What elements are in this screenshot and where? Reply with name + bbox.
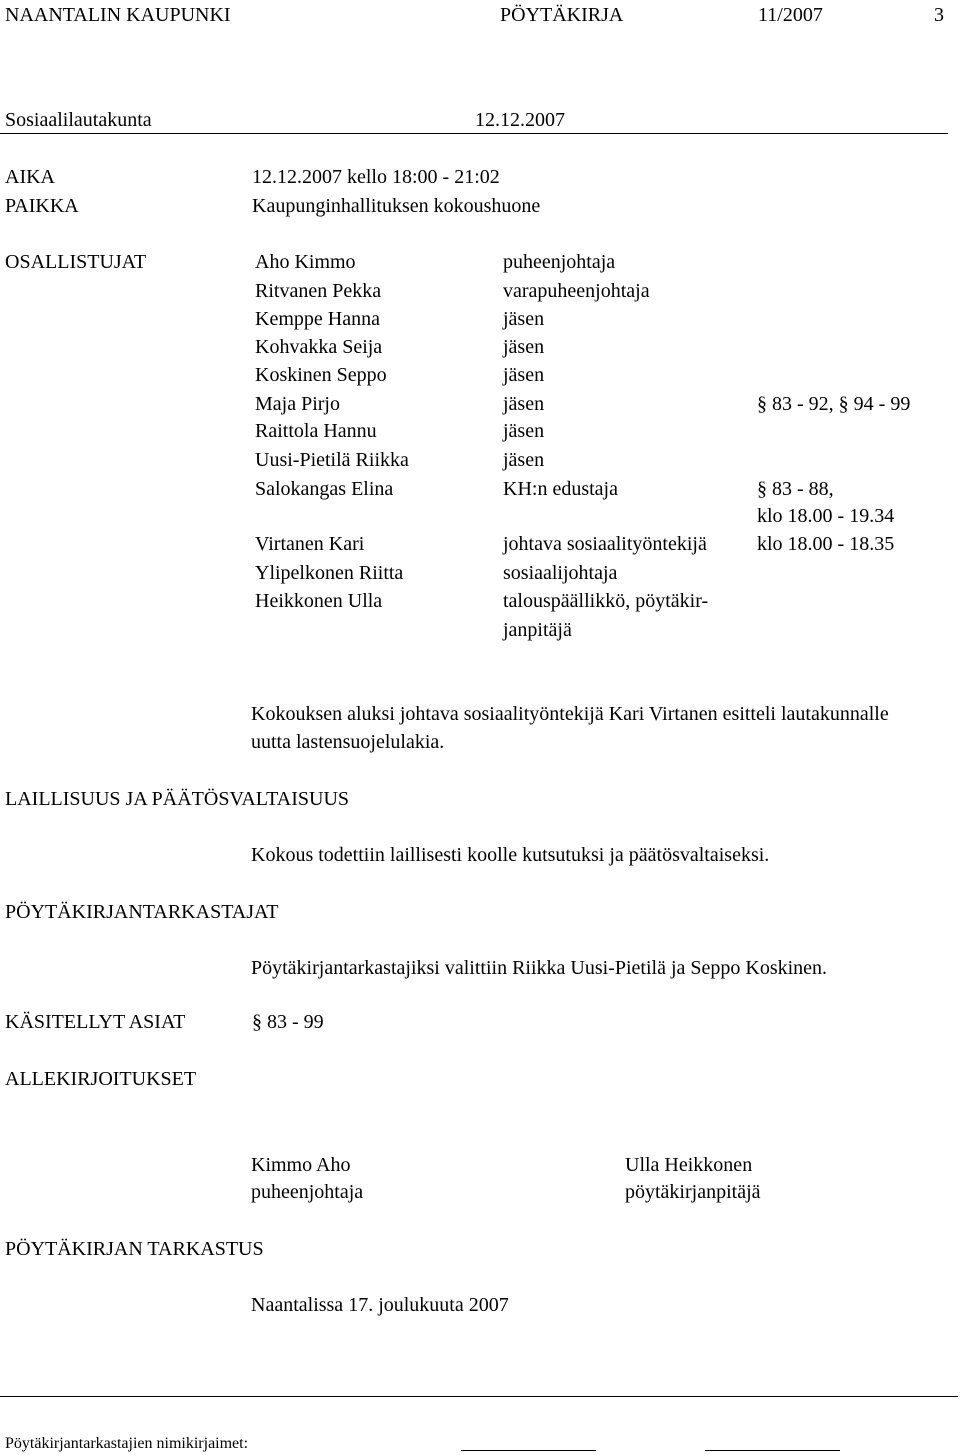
document-type: PÖYTÄKIRJA (500, 4, 624, 26)
participant-name: Heikkonen Ulla (255, 590, 383, 612)
intro-line-2: uutta lastensuojelulakia. (251, 731, 445, 753)
signature-right-name: Ulla Heikkonen (625, 1154, 753, 1176)
participant-role: johtava sosiaalityöntekijä (503, 533, 707, 555)
participants-label: OSALLISTUJAT (5, 251, 147, 273)
signature-left-role: puheenjohtaja (251, 1181, 364, 1203)
signatures-label: ALLEKIRJOITUKSET (5, 1068, 197, 1090)
footer-divider (0, 1396, 958, 1397)
checkers-text: Pöytäkirjantarkastajiksi valittiin Riikka Uusi-Pietilä ja Seppo Koskinen. (251, 957, 828, 979)
participant-role: talouspäällikkö, pöytäkir- (503, 590, 709, 612)
items-value: § 83 - 99 (252, 1011, 324, 1033)
participant-name: Uusi-Pietilä Riikka (255, 449, 409, 471)
time-value: 12.12.2007 kello 18:00 - 21:02 (252, 166, 500, 188)
participant-role: KH:n edustaja (503, 478, 618, 500)
initials-line-2 (705, 1450, 840, 1451)
signature-right-role: pöytäkirjanpitäjä (625, 1181, 761, 1203)
legality-label: LAILLISUUS JA PÄÄTÖSVALTAISUUS (5, 788, 350, 810)
participant-name: Aho Kimmo (255, 251, 356, 273)
intro-line-1: Kokouksen aluksi johtava sosiaalityöntekijä Kari Virtanen esitteli lautakunnalle (251, 703, 889, 725)
participant-role: jäsen (503, 420, 545, 442)
participant-role: jäsen (503, 336, 545, 358)
participant-name: Maja Pirjo (255, 393, 340, 415)
municipality-name: NAANTALIN KAUPUNKI (5, 4, 231, 26)
signature-left-name: Kimmo Aho (251, 1154, 351, 1176)
participant-name: Koskinen Seppo (255, 364, 387, 386)
place-label: PAIKKA (5, 195, 79, 217)
initials-line-1 (461, 1450, 596, 1451)
participant-name: Ylipelkonen Riitta (255, 562, 404, 584)
participant-role: varapuheenjohtaja (503, 280, 650, 302)
participant-role: jäsen (503, 308, 545, 330)
committee-name: Sosiaalilautakunta (5, 109, 152, 131)
place-value: Kaupunginhallituksen kokoushuone (252, 195, 541, 217)
checkers-label: PÖYTÄKIRJANTARKASTAJAT (5, 901, 279, 923)
meeting-date: 12.12.2007 (475, 109, 565, 131)
participant-note: klo 18.00 - 18.35 (757, 533, 895, 555)
legality-text: Kokous todettiin laillisesti koolle kutsutuksi ja päätösvaltaiseksi. (251, 844, 770, 866)
participant-note: § 83 - 88, (757, 478, 834, 500)
participant-role: sosiaalijohtaja (503, 562, 618, 584)
participant-role: puheenjohtaja (503, 251, 616, 273)
header-divider (0, 133, 948, 134)
review-label: PÖYTÄKIRJAN TARKASTUS (5, 1238, 264, 1260)
time-label: AIKA (5, 166, 55, 188)
participant-name: Kohvakka Seija (255, 336, 383, 358)
document-number: 11/2007 (758, 4, 823, 26)
participant-role: jäsen (503, 364, 545, 386)
participant-name: Ritvanen Pekka (255, 280, 382, 302)
participant-note-time: klo 18.00 - 19.34 (757, 505, 895, 527)
participant-role: jäsen (503, 393, 545, 415)
page-number: 3 (934, 4, 944, 26)
participant-note: § 83 - 92, § 94 - 99 (757, 393, 911, 415)
participant-name: Salokangas Elina (255, 478, 394, 500)
items-label: KÄSITELLYT ASIAT (5, 1011, 186, 1033)
participant-name: Raittola Hannu (255, 420, 377, 442)
participant-role-continued: janpitäjä (503, 619, 572, 641)
review-text: Naantalissa 17. joulukuuta 2007 (251, 1294, 509, 1316)
participant-name: Kemppe Hanna (255, 308, 380, 330)
initials-label: Pöytäkirjantarkastajien nimikirjaimet: (5, 1435, 249, 1452)
participant-role: jäsen (503, 449, 545, 471)
participant-name: Virtanen Kari (255, 533, 365, 555)
